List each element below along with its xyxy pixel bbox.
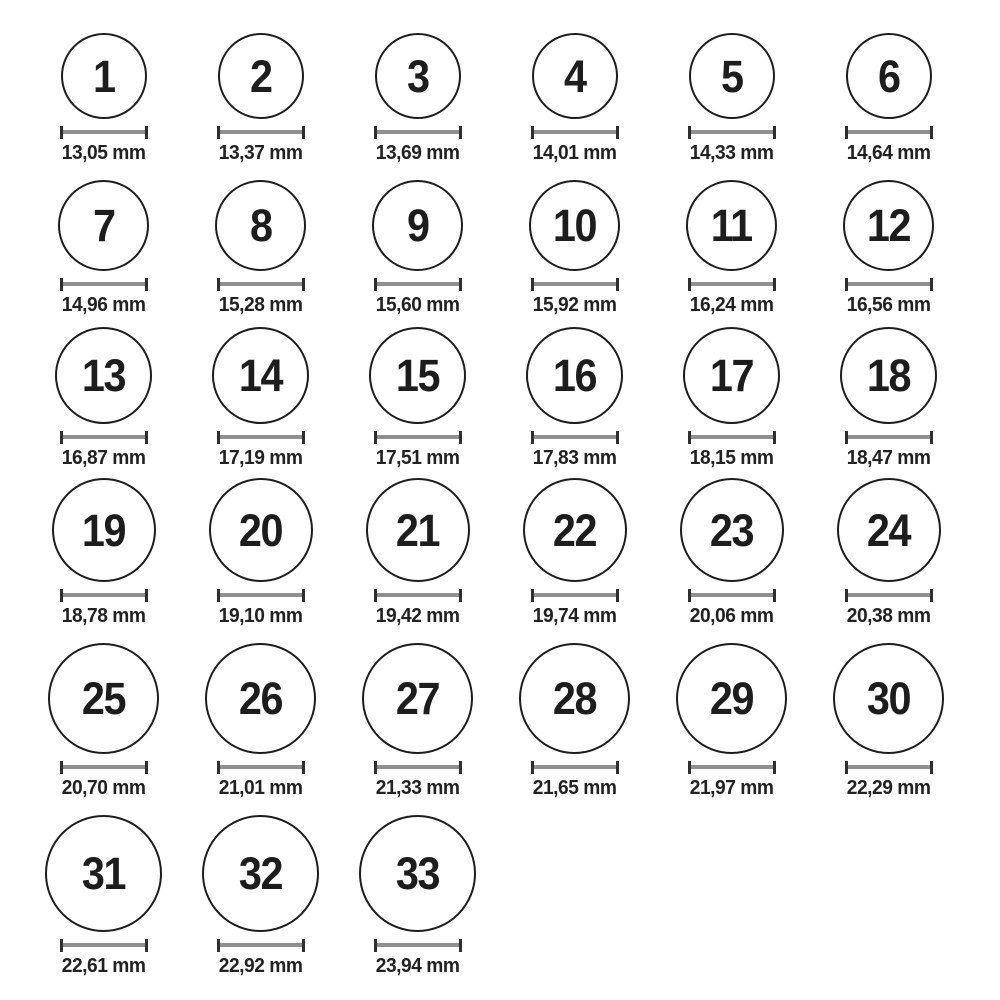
ring-circle	[676, 643, 787, 754]
ring-size-number: 21	[395, 504, 440, 556]
chart-row	[25, 478, 1000, 643]
size-cell	[810, 327, 967, 478]
diameter-line	[217, 939, 305, 952]
diameter-label: 16,56 mm	[846, 294, 931, 316]
size-cell	[653, 327, 810, 478]
ring-size-number: 8	[249, 200, 272, 251]
ring-circle	[362, 643, 473, 754]
diameter-label: 15,92 mm	[532, 294, 617, 316]
size-cell	[496, 327, 653, 478]
ring-size-number: 28	[552, 673, 597, 724]
ring-size-number: 15	[395, 350, 440, 401]
diameter-label: 13,37 mm	[218, 142, 303, 164]
diameter-line	[688, 589, 776, 602]
diameter-line	[60, 278, 148, 291]
diameter-label: 22,92 mm	[218, 955, 303, 977]
diameter-line	[60, 126, 148, 139]
diameter-label: 14,64 mm	[846, 142, 931, 164]
ring-size-number: 22	[552, 504, 597, 556]
size-cell	[653, 643, 810, 815]
ring-circle	[58, 180, 149, 271]
size-cell	[496, 478, 653, 643]
ring-size-number: 11	[710, 200, 752, 251]
diameter-line	[845, 761, 933, 774]
ring-size-number: 14	[238, 350, 283, 401]
size-cell	[25, 815, 182, 1000]
size-cell	[810, 643, 967, 815]
ring-size-number: 17	[709, 350, 754, 401]
chart-row	[25, 815, 1000, 1000]
diameter-line	[688, 761, 776, 774]
ring-circle	[843, 180, 934, 271]
ring-size-number: 19	[81, 504, 126, 556]
ring-circle	[523, 478, 627, 582]
ring-circle	[61, 33, 147, 119]
ring-size-number: 13	[81, 350, 126, 401]
diameter-label: 21,65 mm	[532, 777, 617, 799]
diameter-label: 23,94 mm	[375, 955, 460, 977]
diameter-line	[531, 431, 619, 444]
chart-row	[25, 643, 1000, 815]
size-cell	[182, 643, 339, 815]
size-cell	[182, 478, 339, 643]
diameter-line	[60, 431, 148, 444]
diameter-label: 21,97 mm	[689, 777, 774, 799]
size-cell	[25, 180, 182, 327]
ring-size-number: 6	[877, 50, 900, 102]
chart-row	[25, 327, 1000, 478]
ring-circle	[846, 33, 932, 119]
diameter-line	[217, 126, 305, 139]
ring-circle	[529, 180, 620, 271]
diameter-label: 13,05 mm	[61, 142, 146, 164]
ring-size-number: 23	[709, 504, 754, 556]
size-cell	[496, 180, 653, 327]
ring-circle	[840, 327, 937, 424]
ring-circle	[55, 327, 152, 424]
ring-size-number: 33	[395, 848, 440, 899]
ring-circle	[369, 327, 466, 424]
diameter-line	[531, 761, 619, 774]
diameter-label: 13,69 mm	[375, 142, 460, 164]
ring-circle	[218, 33, 304, 119]
diameter-label: 17,51 mm	[375, 447, 460, 469]
ring-circle	[526, 327, 623, 424]
diameter-line	[374, 126, 462, 139]
ring-circle	[680, 478, 784, 582]
ring-circle	[519, 643, 630, 754]
ring-size-number: 4	[563, 50, 586, 102]
size-cell	[25, 478, 182, 643]
size-cell	[339, 815, 496, 1000]
diameter-label: 21,01 mm	[218, 777, 303, 799]
diameter-line	[60, 589, 148, 602]
ring-circle	[366, 478, 470, 582]
diameter-label: 20,06 mm	[689, 605, 774, 627]
diameter-line	[531, 126, 619, 139]
diameter-line	[60, 761, 148, 774]
size-cell	[182, 33, 339, 180]
ring-size-number: 26	[238, 673, 283, 724]
diameter-line	[688, 278, 776, 291]
diameter-label: 15,28 mm	[218, 294, 303, 316]
size-cell	[182, 815, 339, 1000]
diameter-line	[374, 939, 462, 952]
diameter-line	[374, 589, 462, 602]
ring-size-number: 25	[81, 673, 126, 724]
size-cell	[810, 180, 967, 327]
diameter-line	[374, 431, 462, 444]
diameter-label: 14,33 mm	[689, 142, 774, 164]
ring-circle	[215, 180, 306, 271]
diameter-label: 22,61 mm	[61, 955, 146, 977]
ring-circle	[837, 478, 941, 582]
diameter-label: 16,24 mm	[689, 294, 774, 316]
diameter-label: 17,83 mm	[532, 447, 617, 469]
ring-size-number: 10	[552, 200, 597, 251]
size-cell	[339, 643, 496, 815]
size-cell	[25, 643, 182, 815]
size-cell	[653, 33, 810, 180]
chart-row	[25, 180, 1000, 327]
ring-size-number: 1	[92, 50, 115, 102]
ring-circle	[833, 643, 944, 754]
ring-circle	[202, 815, 319, 932]
diameter-label: 18,47 mm	[846, 447, 931, 469]
diameter-label: 19,42 mm	[375, 605, 460, 627]
ring-circle	[689, 33, 775, 119]
ring-circle	[532, 33, 618, 119]
ring-size-number: 32	[238, 848, 283, 899]
diameter-line	[688, 126, 776, 139]
diameter-label: 18,78 mm	[61, 605, 146, 627]
size-cell	[339, 327, 496, 478]
chart-row	[25, 33, 1000, 180]
ring-size-number: 30	[866, 673, 911, 724]
diameter-line	[374, 761, 462, 774]
size-cell	[496, 643, 653, 815]
size-cell	[339, 478, 496, 643]
diameter-label: 17,19 mm	[218, 447, 303, 469]
ring-size-number: 20	[238, 504, 283, 556]
ring-size-number: 5	[720, 50, 743, 102]
diameter-line	[531, 278, 619, 291]
diameter-line	[531, 589, 619, 602]
ring-circle	[372, 180, 463, 271]
size-cell	[339, 180, 496, 327]
diameter-line	[217, 761, 305, 774]
ring-circle	[205, 643, 316, 754]
diameter-line	[845, 126, 933, 139]
size-cell	[653, 180, 810, 327]
diameter-label: 15,60 mm	[375, 294, 460, 316]
size-cell	[182, 180, 339, 327]
size-cell	[653, 478, 810, 643]
diameter-line	[217, 278, 305, 291]
diameter-label: 16,87 mm	[61, 447, 146, 469]
ring-circle	[686, 180, 777, 271]
diameter-line	[845, 431, 933, 444]
diameter-label: 21,33 mm	[375, 777, 460, 799]
diameter-label: 20,70 mm	[61, 777, 146, 799]
ring-circle	[48, 643, 159, 754]
ring-size-number: 3	[406, 50, 429, 102]
diameter-line	[374, 278, 462, 291]
ring-size-number: 9	[406, 200, 429, 251]
ring-circle	[45, 815, 162, 932]
ring-circle	[52, 478, 156, 582]
size-cell	[496, 33, 653, 180]
size-cell	[25, 33, 182, 180]
diameter-label: 20,38 mm	[846, 605, 931, 627]
size-cell	[810, 33, 967, 180]
diameter-line	[217, 589, 305, 602]
diameter-label: 14,96 mm	[61, 294, 146, 316]
ring-size-number: 16	[552, 350, 597, 401]
diameter-line	[845, 278, 933, 291]
size-cell	[339, 33, 496, 180]
ring-size-number: 2	[249, 50, 272, 102]
diameter-label: 19,10 mm	[218, 605, 303, 627]
ring-size-number: 29	[709, 673, 754, 724]
diameter-label: 14,01 mm	[532, 142, 617, 164]
diameter-line	[217, 431, 305, 444]
size-cell	[810, 478, 967, 643]
size-cell	[25, 327, 182, 478]
ring-size-number: 24	[866, 504, 911, 556]
ring-size-number: 31	[81, 848, 126, 899]
ring-circle	[212, 327, 309, 424]
diameter-label: 19,74 mm	[532, 605, 617, 627]
ring-circle	[209, 478, 313, 582]
ring-size-number: 12	[866, 200, 911, 251]
ring-size-number: 27	[395, 673, 440, 724]
ring-size-number: 7	[92, 200, 115, 251]
ring-circle	[375, 33, 461, 119]
diameter-label: 18,15 mm	[689, 447, 774, 469]
diameter-line	[688, 431, 776, 444]
ring-circle	[683, 327, 780, 424]
ring-circle	[359, 815, 476, 932]
diameter-line	[845, 589, 933, 602]
diameter-label: 22,29 mm	[846, 777, 931, 799]
ring-size-number: 18	[866, 350, 911, 401]
diameter-line	[60, 939, 148, 952]
size-cell	[182, 327, 339, 478]
